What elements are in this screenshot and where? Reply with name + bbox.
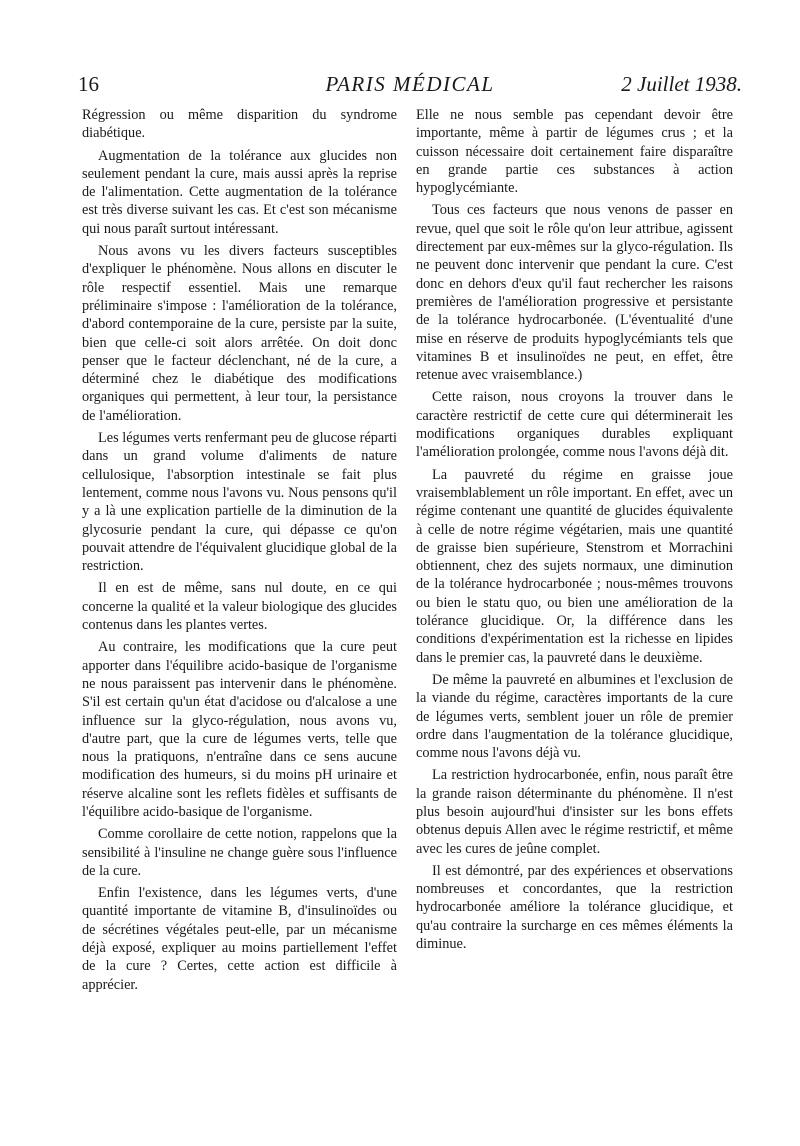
right-column	[416, 106, 733, 957]
running-header	[78, 70, 742, 100]
issue-date: 2 Juillet 1938.	[621, 72, 742, 96]
paragraph: La restriction hydrocarbonée, enfin, nous paraît être la grande raison déterminante du phénomène. Il n'est plus besoin aujourd'hui d'insister sur les bons effets obtenus depuis Allen avec le régime restrictif, et même avec les cures de jeûne complet.	[416, 767, 733, 857]
paragraph: Cette raison, nous croyons la trouver dans le caractère restrictif de cette cure qui déterminerait les modifications organiques durables expliquant l'amélioration prolongée, comme nous l'avons déjà dit.	[416, 389, 733, 461]
paragraph: Les légumes verts renfermant peu de glucose réparti dans un grand volume d'aliments de nature cellulosique, l'absorption intestinale se fait plus lentement, comme nous l'avons vu. Nous pensons qu'il y a là une explication partielle de la diminution de la glycosurie pendant la cure, qui dépasse ce qu'on pouvait attendre de l'équivalent glucidique global de la restriction.	[82, 430, 397, 575]
paragraph: La pauvreté du régime en graisse joue vraisemblablement un rôle important. En effet, avec un régime contenant une quantité de glucides équivalente à celle de notre régime végétarien, mais une quantité de graisse bien supérieure, Stenstrom et Morrachini obtiennent, chez des sujets normaux, une diminution de la tolérance hydrocarbonée ; nous-mêmes trouvons ou bien le statu quo, ou bien une amélioration de la tolérance glucidique. Or, la différence dans les conditions d'expérimentation est la richesse en lipides dans le premier cas, la pauvreté dans le deuxième.	[416, 466, 733, 666]
paragraph: Régression ou même disparition du syndrome diabétique.	[82, 107, 397, 142]
paragraph: Elle ne nous semble pas cependant devoir être importante, même à partir de légumes crus ; et la cuisson nécessaire doit certainement faire disparaître en grande partie ces substances à action hypoglycémiante.	[416, 107, 733, 197]
paragraph: Tous ces facteurs que nous venons de passer en revue, quel que soit le rôle qu'on leur attribue, agissent directement par eux-mêmes sur la glyco-régulation. Ils ne peuvent donc intervenir que pendant la cure. C'est donc en dehors d'eux qu'il faut rechercher les raisons premières de l'amélioration progressive et persistante de la tolérance hydrocarbonée. (L'éventualité d'une mise en réserve de produits hypoglycémiants tels que vitamines B et insulinoïdes ne peut, en effet, être retenue avec vraisemblance.)	[416, 202, 733, 384]
paragraph: Enfin l'existence, dans les légumes verts, d'une quantité importante de vitamine B, d'insulinoïdes ou de sécrétines végétales peut-elle, par un mécanisme déjà exposé, expliquer au moins partiellement l'effet de la cure ? Certes, cette action est difficile à apprécier.	[82, 885, 397, 993]
paragraph: Nous avons vu les divers facteurs susceptibles d'expliquer le phénomène. Nous allons en discuter le rôle respectif essentiel. Mais une remarque préliminaire s'impose : l'amélioration de la tolérance, d'abord contemporaine de la cure, persiste par la suite, bien que celle-ci soit alors arrêtée. On doit donc penser que le facteur déclenchant, né de la cure, a déterminé chez le diabétique des modifications organiques qui permettent, à leur tour, la persistance de l'amélioration.	[82, 243, 397, 424]
paragraph: Il en est de même, sans nul doute, en ce qui concerne la qualité et la valeur biologique des glucides contenus dans les plantes vertes.	[82, 580, 397, 634]
paragraph: Comme corollaire de cette notion, rappelons que la sensibilité à l'insuline ne change guère sous l'influence de la cure.	[82, 826, 397, 879]
paragraph: Au contraire, les modifications que la cure peut apporter dans l'équilibre acido-basique de l'organisme ne nous paraissent pas intervenir dans le phénomène. S'il est certain qu'un état d'acidose ou d'alcalose a une influence sur la glyco-régulation, nous avons vu, d'autre part, que la cure de légumes verts, telle que nous la pratiquons, n'entraîne dans ce sens aucune modification des humeurs, si du moins pH urinaire et réserve alcaline sont les reflets fidèles et suffisants de l'équilibre acido-basique de l'organisme.	[82, 639, 397, 820]
journal-title: PARIS MÉDICAL	[325, 72, 495, 96]
paragraph: Augmentation de la tolérance aux glucides non seulement pendant la cure, mais aussi après la reprise de l'alimentation. Cette augmentation de la tolérance est très diverse suivant les cas. Et c'est son mécanisme qui nous paraît surtout intéressant.	[82, 147, 397, 237]
left-column	[82, 106, 397, 998]
paragraph: Il est démontré, par des expériences et observations nombreuses et concordantes, que la restriction hydrocarbonée améliore la tolérance glucidique, et qu'au contraire la surcharge en ces mêmes éléments la diminue.	[416, 862, 733, 953]
paragraph: De même la pauvreté en albumines et l'exclusion de la viande du régime, caractères importants de la cure de légumes verts, semblent jouer un rôle de premier ordre dans l'augmentation de la tolérance glucidique, comme nous l'avons déjà vu.	[416, 671, 733, 762]
page-number: 16	[78, 72, 99, 96]
